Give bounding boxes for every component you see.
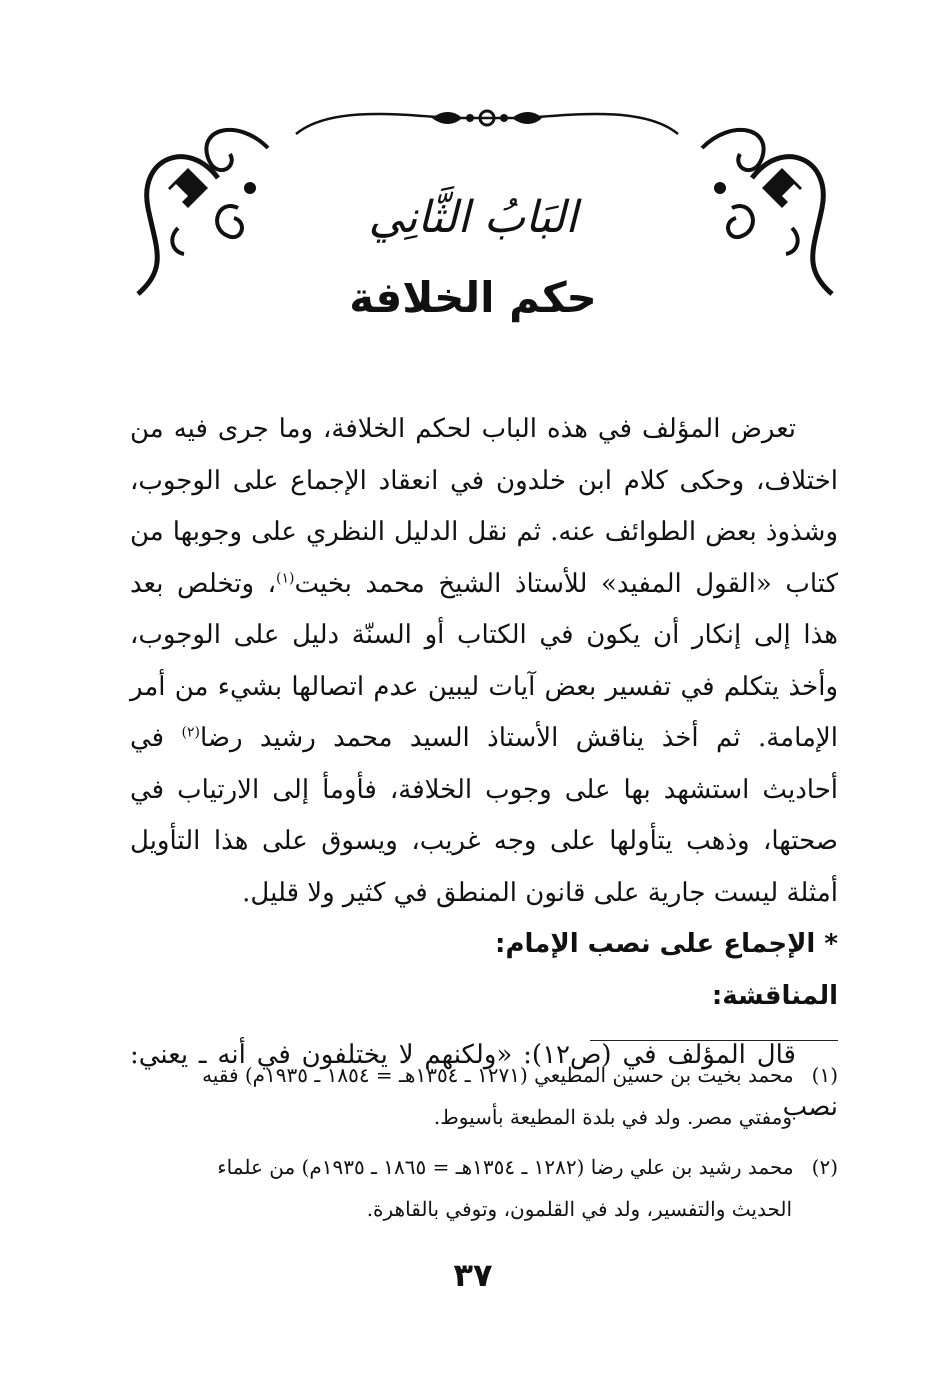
section-heading: * الإجماع على نصب الإمام:: [495, 929, 838, 959]
page-number: ٣٧: [453, 1256, 493, 1294]
footnote-number: (١): [811, 1063, 838, 1087]
paragraph-part-3: في أحاديث استشهد بها على وجوب الخلافة، فأومأ إلى الارتياب في صحتها، وذهب يتأولها على وجه غريب، ويسوق على هذا التأويل أمثلة ليست جارية على قانون المنطق في كثير ولا قليل.: [130, 723, 839, 908]
top-flourish-ornament: [292, 106, 682, 138]
chapter-label: البَابُ الثَّانِي: [368, 192, 578, 243]
footnotes: [130, 1054, 838, 1238]
footnote-2: [130, 1146, 838, 1230]
footnote-text-cont: ومفتي مصر. ولد في بلدة المطيعة بأسيوط.: [433, 1105, 792, 1129]
footnote-divider: [590, 1040, 838, 1041]
footnote-ref-2[interactable]: (٢): [181, 724, 200, 741]
footnote-ref-1[interactable]: (١): [275, 569, 295, 586]
corner-floral-ornament-right: [692, 118, 842, 298]
chapter-title: حكم الخلافة: [349, 273, 597, 322]
footnote-1: [130, 1054, 838, 1138]
footnote-text: محمد رشيد بن علي رضا (١٢٨٢ ـ ١٣٥٤هـ = ١٨٦٥ ـ ١٩٣٥م) من علماء: [217, 1155, 794, 1179]
footnote-text: محمد بخيت بن حسين المطيعي (١٢٧١ ـ ١٣٥٤هـ = ١٨٥٤ ـ ١٩٣٥م) فقيه: [202, 1063, 794, 1087]
footnote-text-cont: الحديث والتفسير، ولد في القلمون، وتوفي بالقاهرة.: [366, 1197, 792, 1221]
paragraph-part-2: ، وتخلص بعد هذا إلى إنكار أن يكون في الكتاب أو السنّة دليل على الوجوب، وأخذ يتكلم في تفسير بعض آيات ليبين عدم اتصالها بشيء من أمر الإمامة. ثم أخذ يناقش الأستاذ السيد محمد رشيد رضا: [130, 568, 838, 753]
quote-line: قال المؤلف في (ص١٢): «ولكنهم لا يختلفون في أنه ـ يعني: نصب: [130, 1040, 838, 1122]
discussion-label: المناقشة:: [711, 980, 838, 1011]
main-paragraph: [130, 404, 838, 919]
paragraph-part-1: تعرض المؤلف في هذه الباب لحكم الخلافة، وما جرى فيه من اختلاف، وحكى كلام ابن خلدون في انعقاد الإجماع على الوجوب، وشذوذ بعض الطوائف عنه. ثم نقل الدليل النظري على وجوبها من كتاب «القول المفيد» للأستاذ الشيخ محمد بخيت: [130, 414, 838, 599]
main-text: [130, 404, 838, 1133]
corner-floral-ornament-left: [128, 118, 278, 298]
footnote-number: (٢): [811, 1155, 838, 1179]
